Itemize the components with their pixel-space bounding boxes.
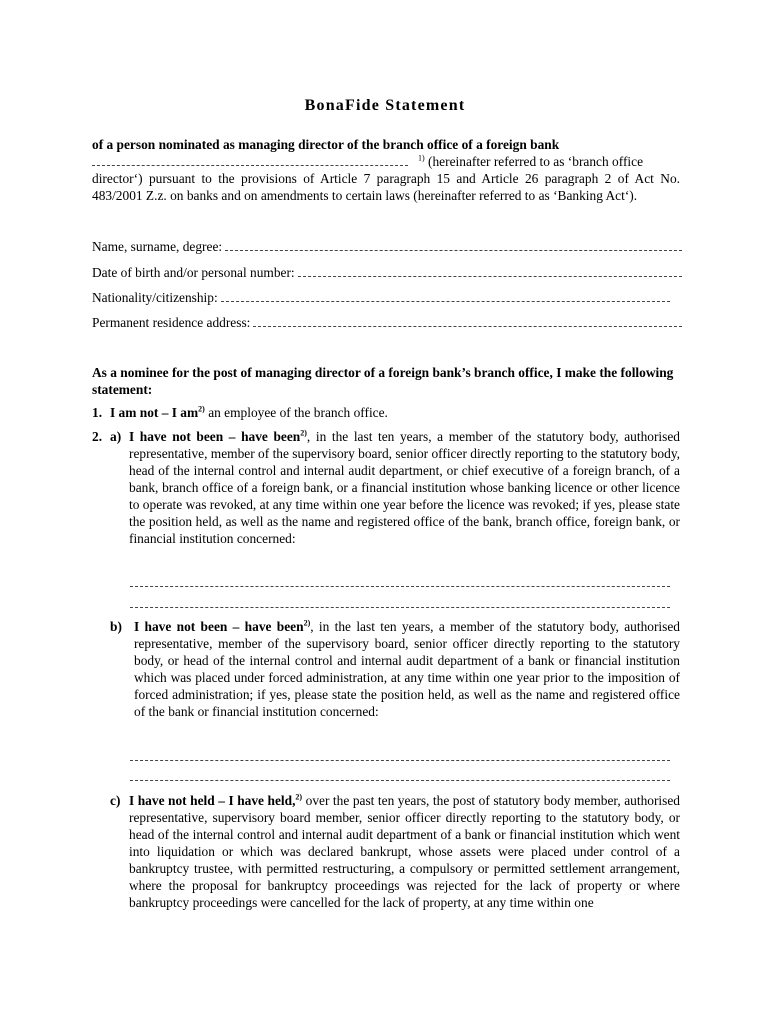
document-subtitle: of a person nominated as managing director of the branch office of a foreign bank xyxy=(92,137,560,152)
item2b-letter: b) xyxy=(110,619,122,634)
item2b-rest: , in the last ten years, a member of the statutory body, authorised representative, member of the supervisory board, senior officer directly reporting to the statutory body, or head of the internal control and internal audit department of a bank or financial institution which was placed under forced administration, at any time within one year prior to the imposition of forced administration; if yes, please state the position held, as well as the name and registered office of the bank or financial institution concerned: xyxy=(134,619,680,719)
field-nationality-label: Nationality/citizenship: xyxy=(92,290,218,305)
item2c-footnote: 2) xyxy=(295,792,303,802)
intro-blank-line[interactable] xyxy=(92,156,408,166)
item2b-answer-line-1[interactable] xyxy=(130,760,670,761)
document-title: BonaFide Statement xyxy=(304,97,466,114)
field-address-blank[interactable] xyxy=(253,314,682,327)
item2c-text xyxy=(129,792,680,932)
intro-paragraph xyxy=(92,153,680,204)
item2b-answer-line-2[interactable] xyxy=(130,780,670,781)
field-birth xyxy=(92,264,682,281)
field-name-label: Name, surname, degree: xyxy=(92,239,223,254)
item1-choice: I am not – I am xyxy=(110,405,199,420)
item2a-text xyxy=(129,428,680,547)
item2a-answer-line-2[interactable] xyxy=(130,607,670,608)
item1-footnote: 2) xyxy=(198,404,205,414)
item2a-rest: , in the last ten years, a member of the statutory body, authorised representative, member of the supervisory board, senior officer directly reporting to the statutory body, head of the internal control and internal audit department, or chief executive of a foreign branch, of a bank, branch office of a foreign bank, or a financial institution whose banking licence or other licence to operate was revoked, at any time within one year before the licence was revoked; if yes, please state the position held, as well as the name and registered office of the bank, branch office, foreign bank, or financial institution concerned: xyxy=(129,429,680,546)
item2a-footnote: 2) xyxy=(300,428,307,438)
intro-footnote: 1) xyxy=(418,153,425,163)
item2b-text xyxy=(134,618,680,720)
item1-text xyxy=(110,404,680,421)
item2c-rest: over the past ten years, the post of statutory body member, authorised representative, supervisory board member, senior officer directly reporting to the statutory body, or head of the internal control and internal audit department of a bank or financial institution which went into liquidation or which was declared bankrupt, whose assets were placed under control of a bankruptcy trustee, with permitted restructuring, a compulsory or permitted settlement arrangement, where the proposal for bankruptcy proceedings was rejected for the lack of property or where bankruptcy proceedings were cancelled for the lack of property, at any time within one xyxy=(129,793,680,910)
item2a-letter: a) xyxy=(110,429,122,444)
field-address xyxy=(92,314,682,331)
intro-first-line xyxy=(92,153,680,170)
item1-number: 1. xyxy=(92,405,103,420)
item1-rest: an employee of the branch office. xyxy=(204,405,388,420)
field-birth-label: Date of birth and/or personal number: xyxy=(92,265,295,280)
field-nationality-blank[interactable] xyxy=(221,289,670,302)
item2a-choice: I have not been – have been xyxy=(129,429,301,444)
intro-first-line-text: (hereinafter referred to as ‘branch office xyxy=(428,154,644,169)
item2c-choice: I have not held – I have held, xyxy=(129,793,296,808)
item2c-letter: c) xyxy=(110,793,121,808)
item2b-footnote: 2) xyxy=(303,618,311,628)
field-nationality xyxy=(92,289,670,306)
item2b-choice: I have not been – have been xyxy=(134,619,304,634)
field-name xyxy=(92,238,682,255)
statement-intro: As a nominee for the post of managing director of a foreign bank’s branch office, I make the following statement: xyxy=(92,365,674,397)
intro-rest-text: director‘) pursuant to the provisions of Article 7 paragraph 15 and Article 26 paragraph 2 of Act No. 483/2001 Z.z. on banks and on amendments to certain laws (hereinafter referred to as ‘Banking Act‘). xyxy=(92,171,680,203)
item2a-answer-line-1[interactable] xyxy=(130,586,670,587)
field-birth-blank[interactable] xyxy=(298,264,682,277)
field-name-blank[interactable] xyxy=(225,238,682,251)
item2-number: 2. xyxy=(92,429,103,444)
field-address-label: Permanent residence address: xyxy=(92,315,251,330)
